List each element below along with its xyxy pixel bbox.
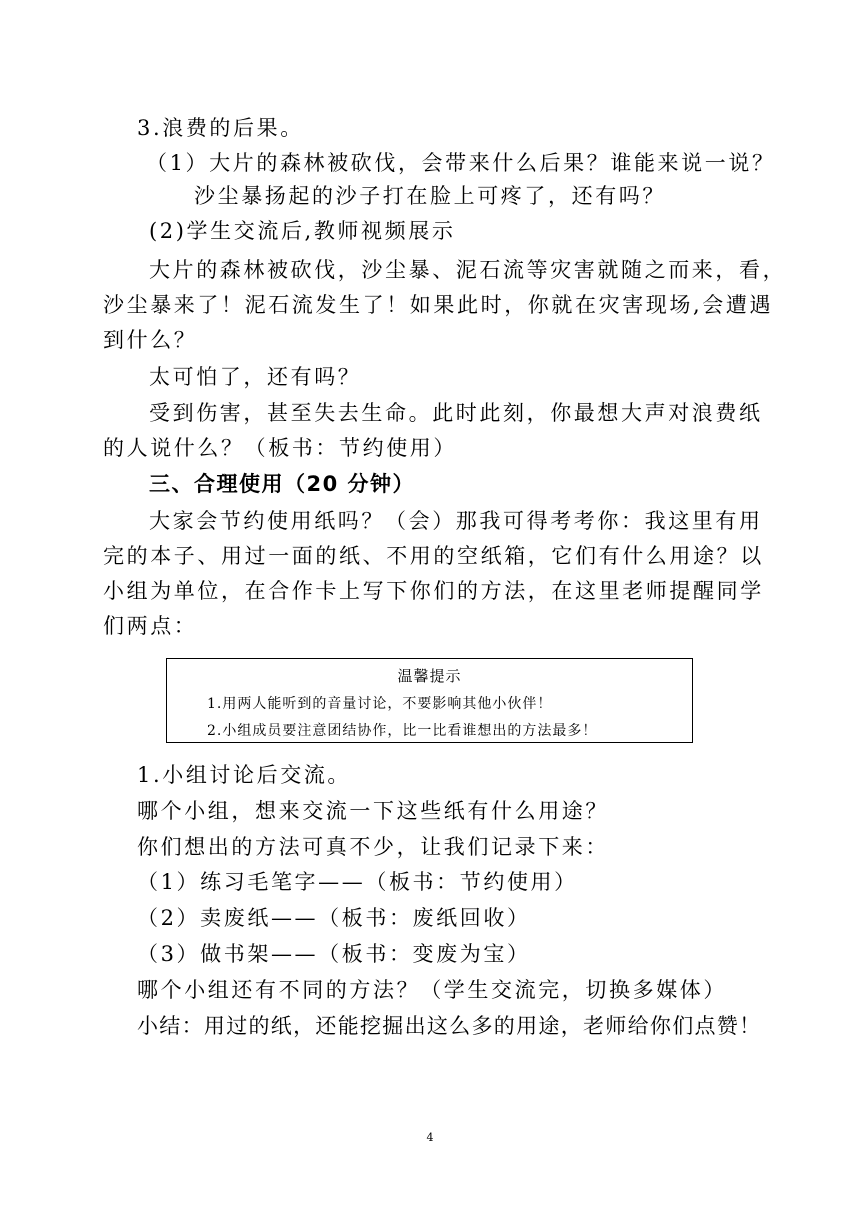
- question-2: (2)学生交流后,教师视频展示: [149, 219, 456, 243]
- paragraph-3-line-2: 的人说什么？（板书：节约使用）: [103, 436, 457, 460]
- paragraph-1-line-3: 到什么？: [103, 328, 198, 352]
- tips-box: [166, 658, 693, 743]
- page-number: 4: [426, 1131, 434, 1144]
- paragraph-1-line-2: 沙尘暴来了！泥石流发生了！如果此时，你就在灾害现场,会遭遇: [103, 293, 774, 317]
- line-which-group: 哪个小组，想来交流一下这些纸有什么用途？: [137, 799, 609, 823]
- method-2: （2）卖废纸——（板书：废纸回收）: [137, 906, 531, 930]
- section-3-title: 3.浪费的后果。: [137, 116, 304, 140]
- paragraph-4-line-4: 们两点：: [103, 614, 198, 638]
- method-1: （1）练习毛笔字——（板书：节约使用）: [137, 870, 578, 894]
- tips-title: 温馨提示: [397, 667, 462, 685]
- line-other-methods: 哪个小组还有不同的方法？（学生交流完，切换多媒体）: [137, 978, 727, 1002]
- paragraph-4-line-2: 完的本子、用过一面的纸、不用的空纸箱，它们有什么用途？以: [103, 544, 764, 568]
- line-record-methods: 你们想出的方法可真不少，让我们记录下来：: [137, 835, 609, 859]
- paragraph-4-line-3: 小组为单位，在合作卡上写下你们的方法，在这里老师提醒同学: [103, 579, 764, 603]
- paragraph-3-line-1: 受到伤害，甚至失去生命。此时此刻，你最想大声对浪费纸: [149, 401, 763, 425]
- paragraph-4-line-1: 大家会节约使用纸吗？（会）那我可得考考你：我这里有用: [149, 509, 763, 533]
- tips-item-2: 2.小组成员要注意团结协作，比一比看谁想出的方法最多！: [207, 723, 598, 739]
- tips-item-1: 1.用两人能听到的音量讨论，不要影响其他小伙伴！: [207, 696, 553, 712]
- question-1-line-1: （1）大片的森林被砍伐，会带来什么后果？谁能来说一说？: [146, 151, 776, 175]
- paragraph-1-line-1: 大片的森林被砍伐，沙尘暴、泥石流等灾害就随之而来，看，: [149, 258, 787, 282]
- step-1: 1.小组讨论后交流。: [137, 763, 352, 787]
- question-1-line-2: 沙尘暴扬起的沙子打在脸上可疼了，还有吗？: [194, 184, 666, 208]
- method-3: （3）做书架——（板书：变废为宝）: [137, 942, 531, 966]
- section-heading-reasonable-use: 三、合理使用（20 分钟）: [149, 472, 416, 496]
- paragraph-2: 太可怕了，还有吗？: [149, 365, 362, 389]
- summary: 小结：用过的纸，还能挖掘出这么多的用途，老师给你们点赞！: [137, 1014, 762, 1038]
